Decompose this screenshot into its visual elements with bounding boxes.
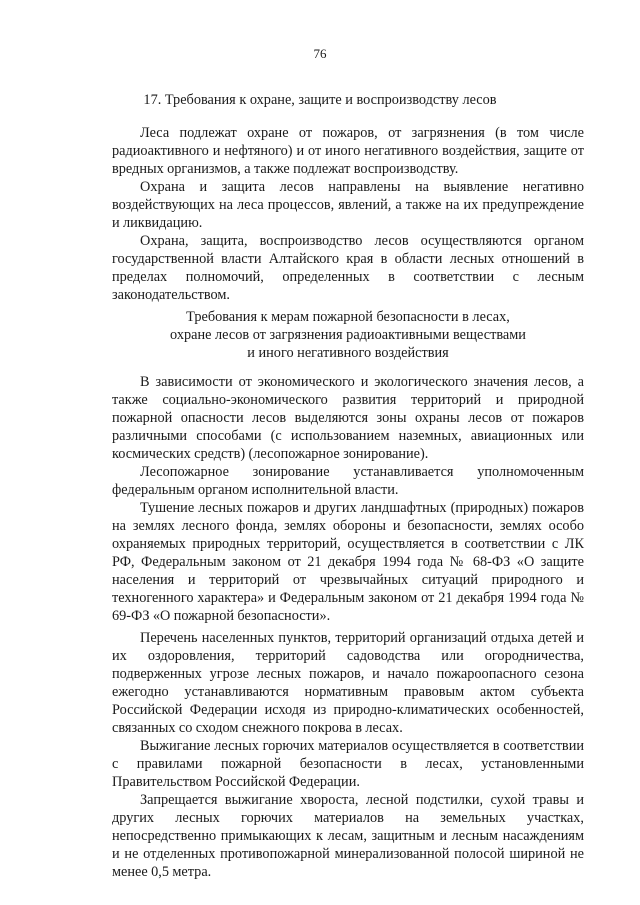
paragraph: Тушение лесных пожаров и других ландшафтных (природных) пожаров на землях лесного фонда, землях обороны и безопасности, землях особо охраняемых природных территорий, осуществляется в соответствии с ЛК РФ, Федеральным законом от 21 декабря 1994 года № 68-ФЗ «О защите населения и территорий от чрезвычайных ситуаций природного и техногенного характера» и Федеральным законом от 21 декабря 1994 года № 69-ФЗ «О пожарной безопасности». (112, 500, 584, 624)
section-title: 17. Требования к охране, защите и воспроизводству лесов (143, 92, 497, 108)
subheading-line: охране лесов от загрязнения радиоактивными веществами (170, 327, 526, 343)
paragraph: Перечень населенных пунктов, территорий организаций отдыха детей и их оздоровления, территорий садоводства или огородничества, подверженных угрозе лесных пожаров, и начало пожароопасного сезона ежегодно устанавливаются нормативным правовым актом субъекта Российской Федерации исходя из природно-климатических особенностей, связанных со сходом снежного покрова в лесах. (112, 630, 584, 736)
subsection-heading (112, 308, 584, 362)
paragraph: Охрана и защита лесов направлены на выявление негативно воздействующих на леса процессов, явлений, а также на их предупреждение и ликвидацию. (112, 179, 584, 231)
paragraph: Лесопожарное зонирование устанавливается уполномоченным федеральным органом исполнительной власти. (112, 464, 584, 498)
paragraph: Охрана, защита, воспроизводство лесов осуществляются органом государственной власти Алтайского края в области лесных отношений в пределах полномочий, определенных в соответствии с лесным законодательством. (112, 233, 584, 303)
paragraph: Выжигание лесных горючих материалов осуществляется в соответствии с правилами пожарной безопасности в лесах, установленными Правительством Российской Федерации. (112, 738, 584, 790)
paragraph: В зависимости от экономического и экологического значения лесов, а также социально-экономического развития территорий и природной пожарной опасности лесов выделяются зоны охраны лесов от пожаров различными способами (с использованием наземных, авиационных или космических средств) (лесопожарное зонирование). (112, 374, 584, 462)
subheading-line: и иного негативного воздействия (247, 345, 449, 361)
paragraph: Запрещается выжигание хвороста, лесной подстилки, сухой травы и других лесных горючих материалов на земельных участках, непосредственно примыкающих к лесам, защитным и лесным насаждениям и не отделенных противопожарной минерализованной полосой шириной не менее 0,5 метра. (112, 792, 584, 880)
subheading-line: Требования к мерам пожарной безопасности в лесах, (186, 309, 510, 325)
fire-safety-section (112, 373, 584, 881)
intro-section (112, 124, 584, 304)
page-number: 76 (313, 46, 327, 61)
paragraph: Леса подлежат охране от пожаров, от загрязнения (в том числе радиоактивного и нефтяного) и от иного негативного воздействия, защите от вредных организмов, а также подлежат воспроизводству. (112, 125, 584, 177)
